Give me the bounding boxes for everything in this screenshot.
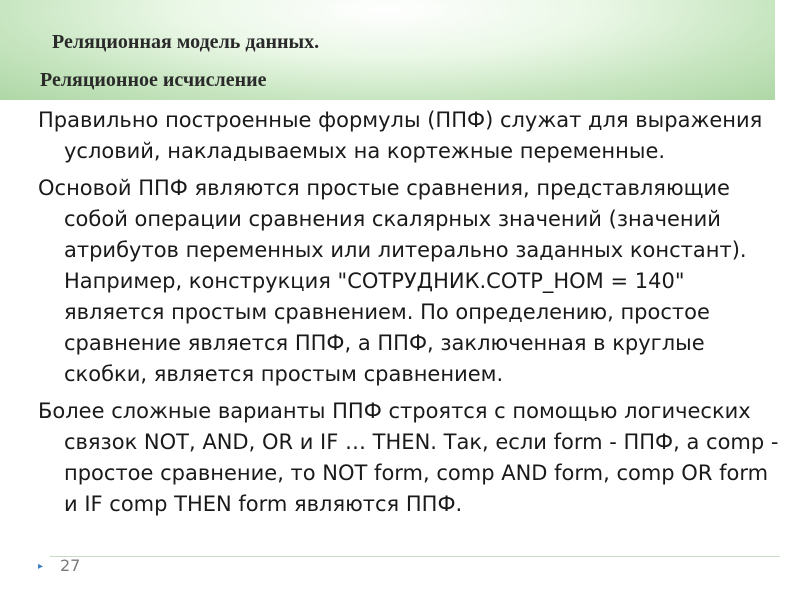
- paragraph-2: Основой ППФ являются простые сравнения, представляющие собой операции сравнения скалярных значений (значений атрибутов переменных или литерально заданных констант). Например, конструкция "СОТРУДНИК.СОТР_НОМ = 140" является простым сравнением. По определению, простое сравнение является ППФ, а ППФ, заключенная в круглые скобки, является простым сравнением.: [38, 176, 747, 386]
- right-margin: [785, 0, 800, 600]
- paragraph-3: Более сложные варианты ППФ строятся с помощью логических связок NOT, AND, OR и IF … THEN. Так, если form - ППФ, а comp - простое сравнение, то NOT form, comp AND form, comp OR form и IF comp THEN form являются ППФ.: [38, 399, 779, 516]
- slide-content: [38, 105, 783, 526]
- footer-divider: [50, 556, 780, 557]
- footer-marker-icon: ▸: [38, 561, 44, 572]
- slide-subtitle: Реляционное исчисление: [40, 69, 267, 91]
- slide-title: Реляционная модель данных.: [52, 31, 320, 53]
- paragraph-1: Правильно построенные формулы (ППФ) служат для выражения условий, накладываемых на кортежные переменные.: [38, 108, 763, 163]
- page-number: 27: [60, 556, 81, 575]
